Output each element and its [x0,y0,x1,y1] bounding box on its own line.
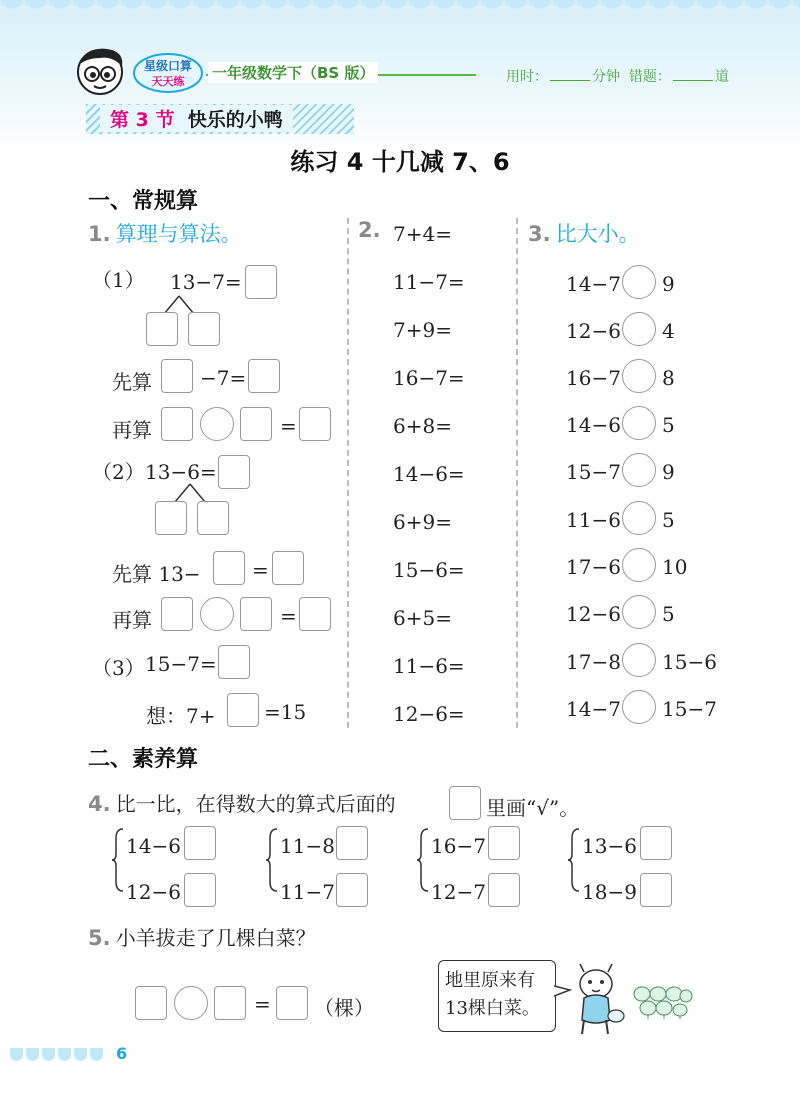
time-error-record [506,66,729,86]
q4-expr: 12−6 [126,880,181,904]
answer-box[interactable] [161,407,193,441]
q2-item: 11−7= [393,270,465,294]
answer-box[interactable] [245,265,277,299]
answer-box[interactable] [299,407,331,441]
q4-expr: 16−7 [431,834,486,858]
q4-expr: 13−6 [582,834,637,858]
q2-number: 2. [358,218,381,242]
q5-header [88,922,316,951]
q2-item: 7+4= [393,222,452,246]
compare-right: 9 [662,460,675,484]
q4-expr: 11−7 [280,880,335,904]
q1-p2-expr: 13−6= [145,460,217,484]
time-blank[interactable] [550,80,590,81]
compare-right: 10 [662,555,688,579]
q2-item: 15−6= [393,558,465,582]
compare-circle[interactable] [622,265,656,299]
split-box[interactable] [146,312,178,346]
compare-right: 5 [662,508,675,532]
compare-circle[interactable] [622,548,656,582]
check-box[interactable] [336,826,368,860]
answer-box[interactable] [218,645,250,679]
q4-expr: 12−7 [431,880,486,904]
goat-icon [566,962,626,1038]
answer-box[interactable] [276,986,308,1020]
part2-heading: 二、素养算 [88,747,199,772]
q1-header [88,218,242,248]
answer-box[interactable] [227,693,259,727]
exercise-title: 练习 4 十几减 7、6 [290,148,510,176]
q1-title: 算理与算法。 [115,222,242,246]
speech-bubble [438,960,556,1032]
compare-circle[interactable] [622,501,656,535]
answer-box[interactable] [161,359,193,393]
split-box[interactable] [155,501,187,535]
compare-left: 17−6 [566,555,621,579]
speech-line2: 13棵白菜。 [445,998,540,1019]
speech-line1: 地里原来有 [445,970,535,991]
compare-left: 14−7 [566,697,621,721]
compare-left: 12−6 [566,319,621,343]
q5-number: 5. [88,926,111,950]
compare-circle[interactable] [622,406,656,440]
mascot-icon [72,44,134,104]
first-calc-label-2: 先算 13− [112,562,201,586]
then-calc-label: 再算 [112,418,152,442]
split-box[interactable] [197,501,229,535]
compare-right: 5 [662,413,675,437]
answer-box[interactable] [214,986,246,1020]
part1-heading: 一、常规算 [88,189,199,214]
q1-p1-label: （1） [92,268,145,292]
time-label: 用时： [506,69,548,85]
brace-icon [568,828,580,892]
q1-p2-label: （2） [92,460,145,484]
q4-expr: 11−8 [280,834,335,858]
answer-box[interactable] [248,359,280,393]
answer-box[interactable] [218,455,250,489]
q3-title: 比大小。 [555,222,640,246]
answer-box[interactable] [299,597,331,631]
first-calc-label: 先算 [112,370,152,394]
check-box[interactable] [336,873,368,907]
check-box[interactable] [640,873,672,907]
badge-line2: 天天练 [151,75,185,88]
page-number: 6 [116,1044,128,1063]
compare-left: 15−7 [566,460,621,484]
answer-box[interactable] [161,597,193,631]
compare-right: 15−7 [662,697,717,721]
check-box[interactable] [488,826,520,860]
compare-right: 9 [662,272,675,296]
equals-sign: = [254,992,271,1016]
compare-circle[interactable] [622,359,656,393]
compare-left: 16−7 [566,366,621,390]
answer-box[interactable] [272,551,304,585]
column-divider-2 [516,218,518,728]
compare-circle[interactable] [622,595,656,629]
q2-item: 6+9= [393,510,452,534]
section-name: 快乐的小鸭 [187,109,283,131]
error-label: 错题： [628,69,671,85]
answer-box[interactable] [240,407,272,441]
check-box[interactable] [488,873,520,907]
badge-line1: 星级口算 [143,59,193,73]
column-divider-1 [347,218,349,728]
q4-header [88,788,396,817]
section-title [100,105,293,132]
check-box[interactable] [184,873,216,907]
q2-header [358,218,381,242]
error-unit: 道 [714,69,729,85]
brace-icon [112,828,124,892]
time-unit: 分钟 [592,69,620,85]
q4-text-b: 里画“√”。 [486,796,580,820]
equals-sign: = [280,604,297,628]
split-box[interactable] [188,312,220,346]
think-tail: =15 [264,700,307,724]
q5-text: 小羊拔走了几棵白菜？ [115,926,316,950]
compare-right: 8 [662,366,675,390]
compare-circle[interactable] [622,453,656,487]
q3-header [528,218,640,248]
q1-number: 1. [88,222,111,246]
q1-p1-expr: 13−7= [170,270,242,294]
q2-item: 14−6= [393,462,465,486]
cabbage-icon [632,984,694,1020]
q4-number: 4. [88,792,111,816]
header-scallop-border [0,0,800,22]
q4-expr: 14−6 [126,834,181,858]
q2-item: 6+8= [393,414,452,438]
brand-badge [132,52,204,94]
q2-item: 11−6= [393,654,465,678]
q2-item: 7+9= [393,318,452,342]
equals-sign: = [252,558,269,582]
q4-expr: 18−9 [582,880,637,904]
brace-icon [266,828,278,892]
operator-circle[interactable] [174,986,208,1020]
q4-text-a: 比一比，在得数大的算式后面的 [115,792,396,816]
compare-left: 14−6 [566,413,621,437]
operator-circle[interactable] [200,597,234,631]
q2-item: 16−7= [393,366,465,390]
check-box[interactable] [184,826,216,860]
brace-icon [417,828,429,892]
equals-sign: = [280,414,297,438]
footer-decoration [10,1046,106,1065]
example-box [449,786,481,820]
q3-number: 3. [528,222,551,246]
compare-left: 14−7 [566,272,621,296]
compare-circle[interactable] [622,643,656,677]
q1-p3-expr: 15−7= [145,652,217,676]
grade-label: 一年级数学下（BS 版） [208,62,378,83]
error-blank[interactable] [673,80,713,81]
compare-right: 5 [662,602,675,626]
q2-item: 6+5= [393,606,452,630]
answer-box[interactable] [135,986,167,1020]
answer-box[interactable] [240,597,272,631]
section-number: 第 3 节 [110,109,175,131]
minus7-text: −7= [200,366,247,390]
compare-left: 17−8 [566,650,621,674]
compare-right: 4 [662,319,675,343]
unit-label: （棵） [314,996,374,1020]
q2-item: 12−6= [393,702,465,726]
q1-p3-label: （3） [92,656,145,680]
answer-box[interactable] [213,551,245,585]
compare-left: 11−6 [566,508,621,532]
compare-circle[interactable] [622,690,656,724]
compare-circle[interactable] [622,312,656,346]
compare-right: 15−6 [662,650,717,674]
then-calc-label-2: 再算 [112,608,152,632]
check-box[interactable] [640,826,672,860]
compare-left: 12−6 [566,602,621,626]
operator-circle[interactable] [200,407,234,441]
think-text: 想：7+ [146,704,216,728]
